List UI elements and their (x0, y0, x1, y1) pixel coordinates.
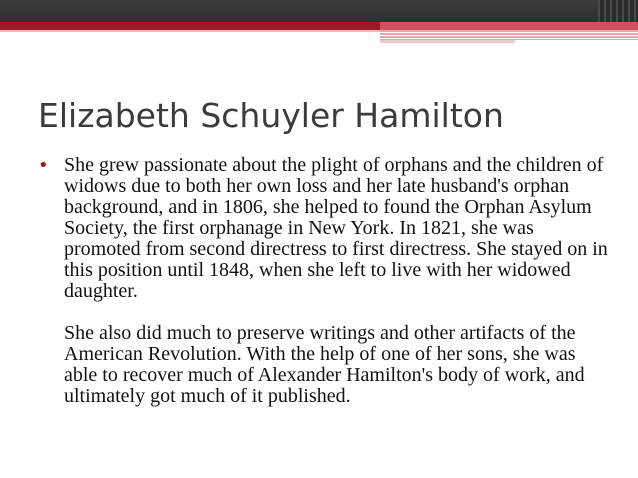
bullet-text (64, 155, 608, 407)
paragraph-preservation: She also did much to preserve writings and other artifacts of the American Revolution. With the help of one of her sons, she was able to recover much of Alexander Hamilton's body of work, and ultimately got much of it published. (64, 322, 585, 407)
header-red-light-bar (380, 22, 638, 30)
header-dark-stripes (598, 0, 638, 22)
header-dark-bar (0, 0, 638, 22)
paragraph-orphanage: She grew passionate about the plight of orphans and the children of widows due to both her own loss and her late husband's orphan background, and in 1806, she helped to found the Orphan Asylum Society, the first orphanage in New York. In 1821, she was promoted from second directress to first directress. She stayed on in this position until 1848, when she left to live with her widowed daughter. (64, 154, 608, 302)
bullet-icon: • (38, 155, 49, 176)
header-pink-line (0, 30, 380, 32)
bullet-item (38, 155, 608, 407)
slide-title: Elizabeth Schuyler Hamilton (38, 96, 504, 135)
header-pink-accent (380, 40, 515, 43)
header-pink-stripes (380, 30, 638, 40)
slide-content (38, 155, 608, 407)
